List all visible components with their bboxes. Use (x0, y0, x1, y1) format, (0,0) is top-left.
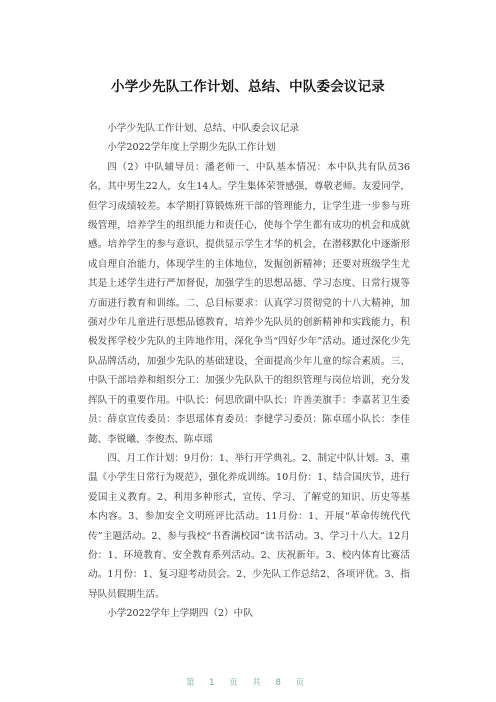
paragraph-class-situation: 四（2）中队辅导员：潘老师一、中队基本情况：本中队共有队员36名，其中男生22人，女生14人。学生集体荣誉感强，尊敬老师。友爱同学，但学习成绩较差。本学期打算锻炼班干部的管理能力，让学生进一步参与班级管理，培养学生的组织能力和责任心，使每个学生都有成功的机会和成就感。培养学生的参与意识，提供显示学生才华的机会，在潜移默化中逐渐形成自理自治能力，体现学生的主体地位，发掘创新精神；还要对班级学生尤其是上述学生进行严加督促，加强学生的思想品德、学习态度、日常行规等方面进行教育和训练。二、总目标要求：认真学习贯彻党的十八大精神，加强对少年儿童进行思想品德教育，培养少先队员的创新精神和实践能力，积极发挥学校少先队的主阵地作用，深化争当“四好少年”活动。通过深化少先队品牌活动，加强少先队的基础建设，全面提高少年儿童的综合素质。三、中队干部培养和组织分工：加强少先队队干的组织管理与岗位培训，充分发挥队干的重要作用。中队长：何思欣副中队长：许善美旗手：李嘉茗卫生委员：薛京宣传委员：李思瑶体育委员：李健学习委员：陈卓瑶小队长：李佳懿、李锐曦、李俊杰、陈卓瑶 (88, 161, 410, 445)
document-body (88, 119, 410, 624)
paragraph-class-signature: 小学2022学年上学期四（2）中队 (107, 608, 253, 620)
paragraph-heading: 小学少先队工作计划、总结、中队委会议记录 (107, 123, 300, 134)
document-title: 小学少先队工作计划、总结、中队委会议记录 (111, 79, 385, 95)
page-number: 第 1 页 共 8 页 (185, 678, 311, 688)
paragraph-monthly-plan: 四、月工作计划：9月份：1、举行开学典礼。2、制定中队计划。3、重温《小学生日常行为规范》，强化养成训练。10月份：1、结合国庆节，进行爱国主义教育。2、利用多种形式，宣传、学习、了解党的知识、历史等基本内容。3、参加安全文明班评比活动。11月份：1、开展“革命传统代代传”主题活动。2、参与我校“书香满校园”读书活动。3、学习十八大。12月份：1、环境教育、安全教育系列活动。2、庆祝新年。3、校内体育比赛活动。1月份：1、复习迎考动员会。2、少先队工作总结2、各项评优。3、指导队员假期生活。 (88, 452, 410, 600)
paragraph-plan-title: 小学2022学年度上学期少先队工作计划 (107, 142, 276, 154)
